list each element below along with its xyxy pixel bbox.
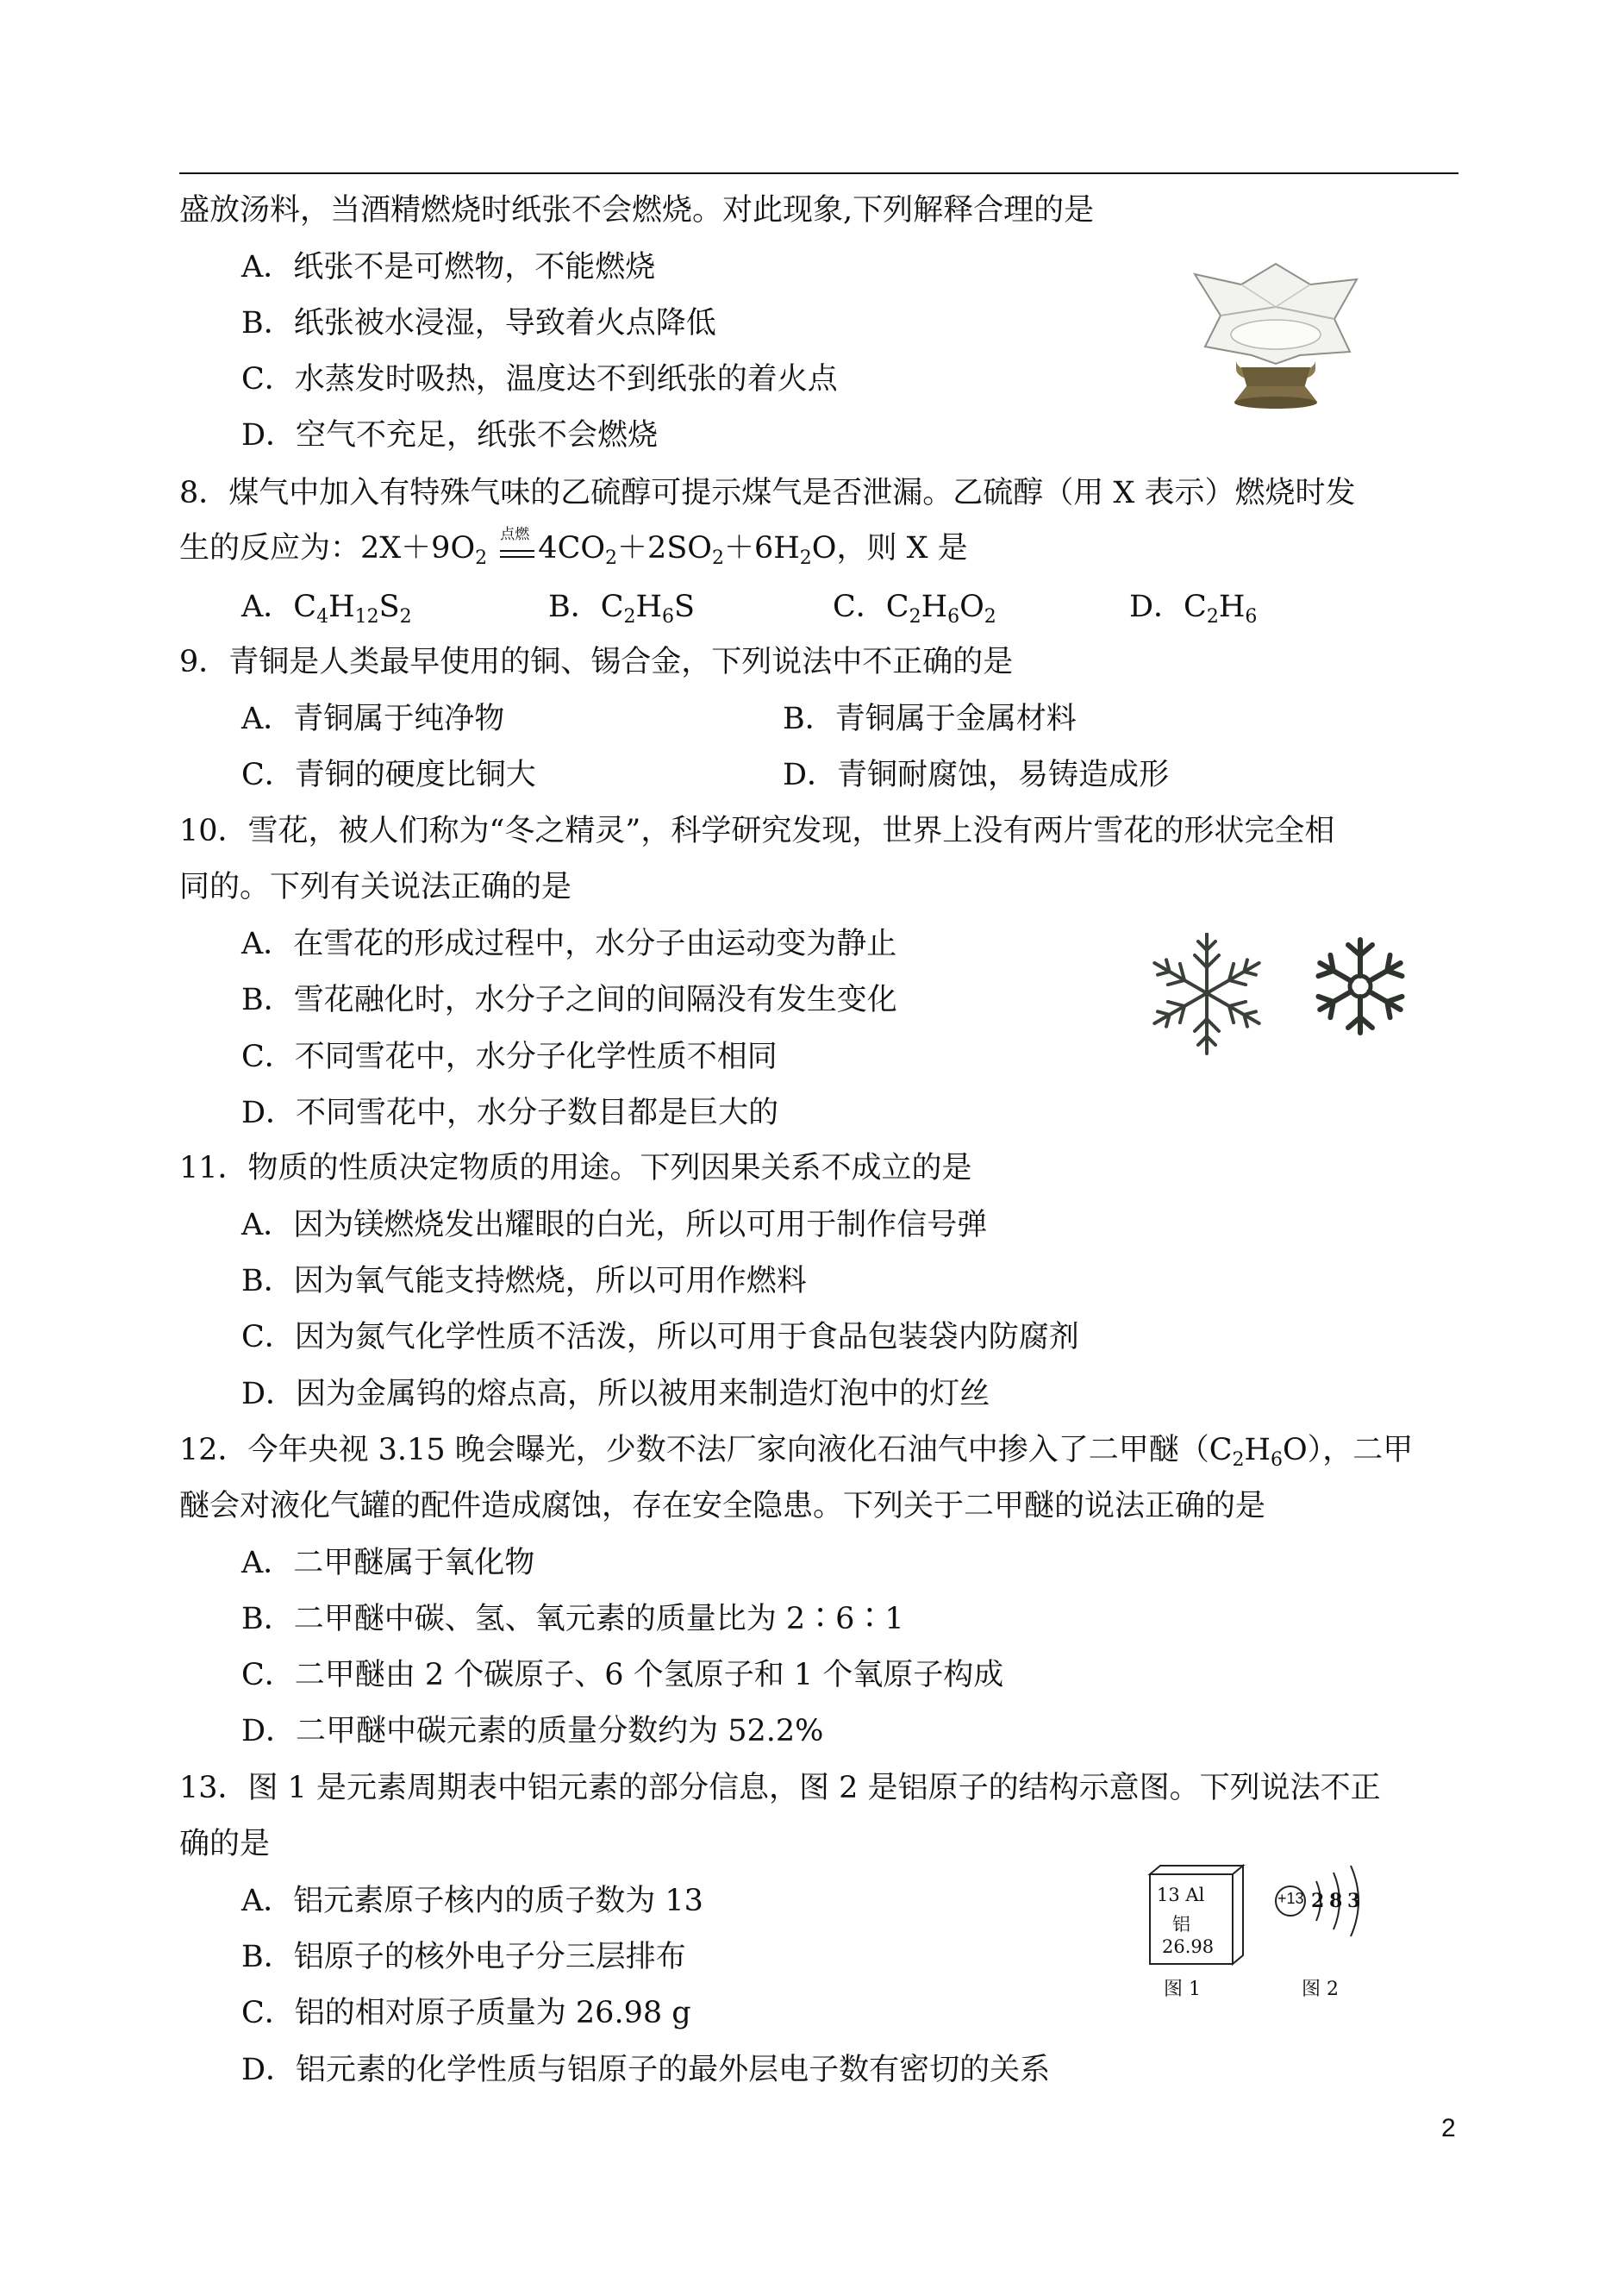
q9-stem: 9．青铜是人类最早使用的铜、锡合金，下列说法中不正确的是 — [179, 645, 1014, 679]
q8-option-d: D．$C_2H_6$ — [1129, 590, 1258, 628]
q9-option-b: B．青铜属于金属材料 — [783, 702, 1077, 736]
fig2-shell-2: 8 — [1329, 1890, 1343, 1912]
q8-option-b: B．$C_2H_6S$ — [548, 590, 696, 628]
page-number: 2 — [1441, 2114, 1456, 2142]
q13-stem-line1: 13．图 1 是元素周期表中铝元素的部分信息，图 2 是铝原子的结构示意图。下列说法不正 — [179, 1771, 1381, 1805]
fig2-caption: 图 2 — [1302, 1979, 1339, 2000]
q10-option-b: B．雪花融化时，水分子之间的间隔没有发生变化 — [241, 983, 897, 1017]
paper-bowl-image — [1190, 259, 1362, 410]
fig1-element-name: 铝 — [1172, 1914, 1190, 1935]
q7-option-b: B．纸张被水浸湿，导致着火点降低 — [241, 306, 716, 341]
q9-option-d: D．青铜耐腐蚀，易铸造成形 — [783, 758, 1170, 792]
q12-option-d: D．二甲醚中碳元素的质量分数约为 52.2% — [241, 1714, 824, 1748]
q7-option-d: D．空气不充足，纸张不会燃烧 — [241, 418, 659, 453]
q13-option-d: D．铝元素的化学性质与铝原子的最外层电子数有密切的关系 — [241, 2053, 1051, 2087]
q12-stem-line1: 12．今年央视 3.15 晚会曝光，少数不法厂家向液化石油气中掺入了二甲醚$(C_2H_6O)$，二甲 — [179, 1433, 1414, 1471]
fig1-atomic-mass: 26.98 — [1162, 1936, 1215, 1957]
snowflakes-image — [1138, 933, 1431, 1062]
q11-option-a: A．因为镁燃烧发出耀眼的白光，所以可用于制作信号弹 — [241, 1208, 988, 1242]
q7-option-a: A．纸张不是可燃物，不能燃烧 — [241, 250, 656, 285]
header-rule — [179, 172, 1458, 174]
q13-stem-line2: 确的是 — [179, 1827, 271, 1861]
q10-option-c: C．不同雪花中，水分子化学性质不相同 — [241, 1040, 778, 1074]
q13-option-a: A．铝元素原子核内的质子数为 13 — [241, 1884, 703, 1918]
q8-option-a: A．$C_4H_{12}S_2$ — [241, 590, 412, 628]
figure-1-element-cell — [1146, 1862, 1250, 1974]
q11-option-d: D．因为金属钨的熔点高，所以被用来制造灯泡中的灯丝 — [241, 1377, 990, 1411]
q9-option-a: A．青铜属于纯净物 — [241, 702, 505, 736]
q13-option-c: C．铝的相对原子质量为 26.98 g — [241, 1996, 691, 2030]
q10-stem-line1: 10．雪花，被人们称为“冬之精灵”，科学研究发现，世界上没有两片雪花的形状完全相 — [179, 814, 1335, 848]
q12-option-c: C．二甲醚由 2 个碳原子、6 个氢原子和 1 个氧原子构成 — [241, 1658, 1004, 1692]
fig2-nucleus: +13 — [1277, 1890, 1304, 1907]
q11-option-b: B．因为氧气能支持燃烧，所以可用作燃料 — [241, 1264, 807, 1298]
fig2-shell-1: 2 — [1311, 1890, 1325, 1912]
q7-option-c: C．水蒸发时吸热，温度达不到纸张的着火点 — [241, 362, 838, 397]
q8-stem-line2: 生的反应为：$2X+9O_2$ 点燃 $4CO_2+2SO_2+6H_2O$，则 X 是 — [179, 526, 968, 569]
q10-option-d: D．不同雪花中，水分子数目都是巨大的 — [241, 1096, 779, 1130]
q7-stem: 盛放汤料，当酒精燃烧时纸张不会燃烧。对此现象,下列解释合理的是 — [179, 193, 1095, 228]
q12-stem-line2: 醚会对液化气罐的配件造成腐蚀，存在安全隐患。下列关于二甲醚的说法正确的是 — [179, 1489, 1266, 1523]
q8-option-c: C．$C_2H_6O_2$ — [833, 590, 996, 628]
q9-option-c: C．青铜的硬度比铜大 — [241, 758, 536, 792]
q11-option-c: C．因为氮气化学性质不活泼，所以可用于食品包装袋内防腐剂 — [241, 1320, 1079, 1354]
fig1-number-symbol: 13 Al — [1157, 1885, 1205, 1905]
figure-2-atom-structure — [1271, 1862, 1384, 1974]
fig2-shell-3: 3 — [1347, 1890, 1361, 1912]
q11-stem: 11．物质的性质决定物质的用途。下列因果关系不成立的是 — [179, 1151, 972, 1185]
fig1-caption: 图 1 — [1164, 1979, 1201, 2000]
q13-option-b: B．铝原子的核外电子分三层排布 — [241, 1940, 686, 1974]
q8-stem-line1: 8．煤气中加入有特殊气味的乙硫醇可提示煤气是否泄漏。乙硫醇（用 X 表示）燃烧时发 — [179, 476, 1356, 510]
q10-option-a: A．在雪花的形成过程中，水分子由运动变为静止 — [241, 927, 897, 961]
q10-stem-line2: 同的。下列有关说法正确的是 — [179, 870, 572, 904]
reaction-condition-sign: 点燃 — [497, 529, 538, 567]
q12-option-b: B．二甲醚中碳、氢、氧元素的质量比为 2∶6∶1 — [241, 1602, 904, 1636]
q12-option-a: A．二甲醚属于氧化物 — [241, 1546, 535, 1580]
